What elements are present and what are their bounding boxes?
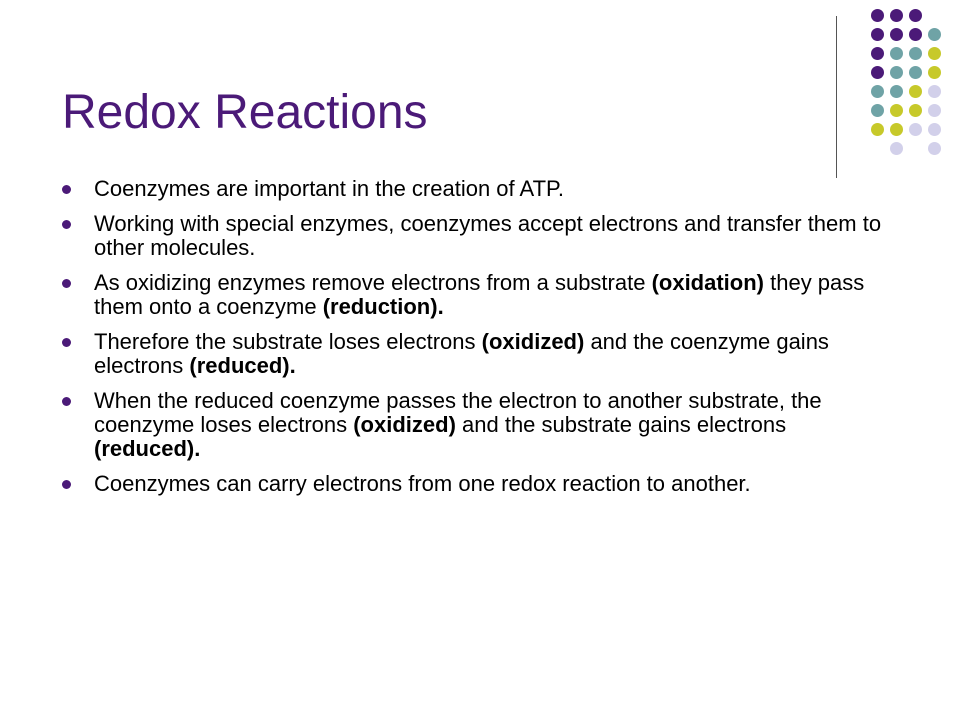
bullet-item	[62, 212, 892, 260]
decorative-dot	[909, 123, 922, 136]
bullet-text	[94, 329, 829, 378]
bullet-dot-icon	[62, 279, 71, 288]
decorative-dot	[928, 142, 941, 155]
decorative-dot	[871, 66, 884, 79]
decorative-dot	[890, 104, 903, 117]
bullet-dot-icon	[62, 397, 71, 406]
decorative-dot	[871, 123, 884, 136]
decorative-dot	[890, 9, 903, 22]
decorative-dot	[890, 123, 903, 136]
bullet-segment: and the substrate gains electrons	[455, 412, 787, 437]
bullet-emphasis: (reduced).	[189, 353, 296, 378]
decorative-dot	[909, 66, 922, 79]
decorative-dot	[928, 47, 941, 60]
bullet-segment: Working with special enzymes, coenzymes accept electrons and transfer them to other molecules.	[94, 211, 882, 260]
decorative-dot	[928, 104, 941, 117]
decorative-dot	[928, 123, 941, 136]
bullet-segment: Therefore the substrate loses electrons	[94, 329, 482, 354]
bullet-text	[94, 211, 881, 260]
bullet-item	[62, 177, 892, 201]
decorative-dot	[890, 85, 903, 98]
bullet-text	[94, 270, 864, 319]
decorative-dot	[890, 28, 903, 41]
decorative-dot	[909, 9, 922, 22]
bullet-segment: they pass them onto a coenzyme	[94, 270, 865, 319]
bullet-item	[62, 330, 892, 378]
bullet-emphasis: (oxidized)	[481, 329, 585, 354]
decorative-dot	[928, 28, 941, 41]
bullet-segment: Coenzymes are important in the creation of ATP.	[94, 176, 564, 201]
bullet-dot-icon	[62, 185, 71, 194]
decorative-dot	[928, 66, 941, 79]
bullet-segment: Coenzymes can carry electrons from one redox reaction to another.	[94, 471, 751, 496]
bullet-text	[94, 471, 751, 496]
bullet-dot-icon	[62, 220, 71, 229]
bullet-segment: As oxidizing enzymes remove electrons from a substrate	[94, 270, 652, 295]
decorative-dot	[890, 142, 903, 155]
bullet-segment: When the reduced coenzyme passes the electron to another substrate, the coenzyme loses electrons	[94, 388, 822, 437]
decorative-dot	[909, 104, 922, 117]
bullet-text	[94, 176, 564, 201]
bullet-list	[62, 177, 892, 507]
decorative-dot	[871, 28, 884, 41]
bullet-item	[62, 389, 892, 461]
bullet-item	[62, 472, 892, 496]
decorative-dot	[909, 47, 922, 60]
bullet-dot-icon	[62, 480, 71, 489]
bullet-emphasis: (reduced).	[94, 436, 201, 461]
decorative-dot	[890, 47, 903, 60]
decorative-dot	[871, 104, 884, 117]
bullet-dot-icon	[62, 338, 71, 347]
decorative-dot	[871, 85, 884, 98]
decorative-dot	[871, 47, 884, 60]
decorative-divider-line	[836, 16, 837, 178]
decorative-dot	[909, 85, 922, 98]
bullet-segment: and the coenzyme gains electrons	[94, 329, 829, 378]
bullet-emphasis: (oxidized)	[353, 412, 456, 437]
slide-title: Redox Reactions	[62, 86, 428, 139]
decorative-dot	[890, 66, 903, 79]
bullet-emphasis: (oxidation)	[651, 270, 764, 295]
bullet-emphasis: (reduction).	[322, 294, 444, 319]
decorative-dot	[928, 85, 941, 98]
decorative-dot	[871, 9, 884, 22]
decorative-dot	[909, 28, 922, 41]
bullet-item	[62, 271, 892, 319]
bullet-text	[94, 388, 822, 461]
